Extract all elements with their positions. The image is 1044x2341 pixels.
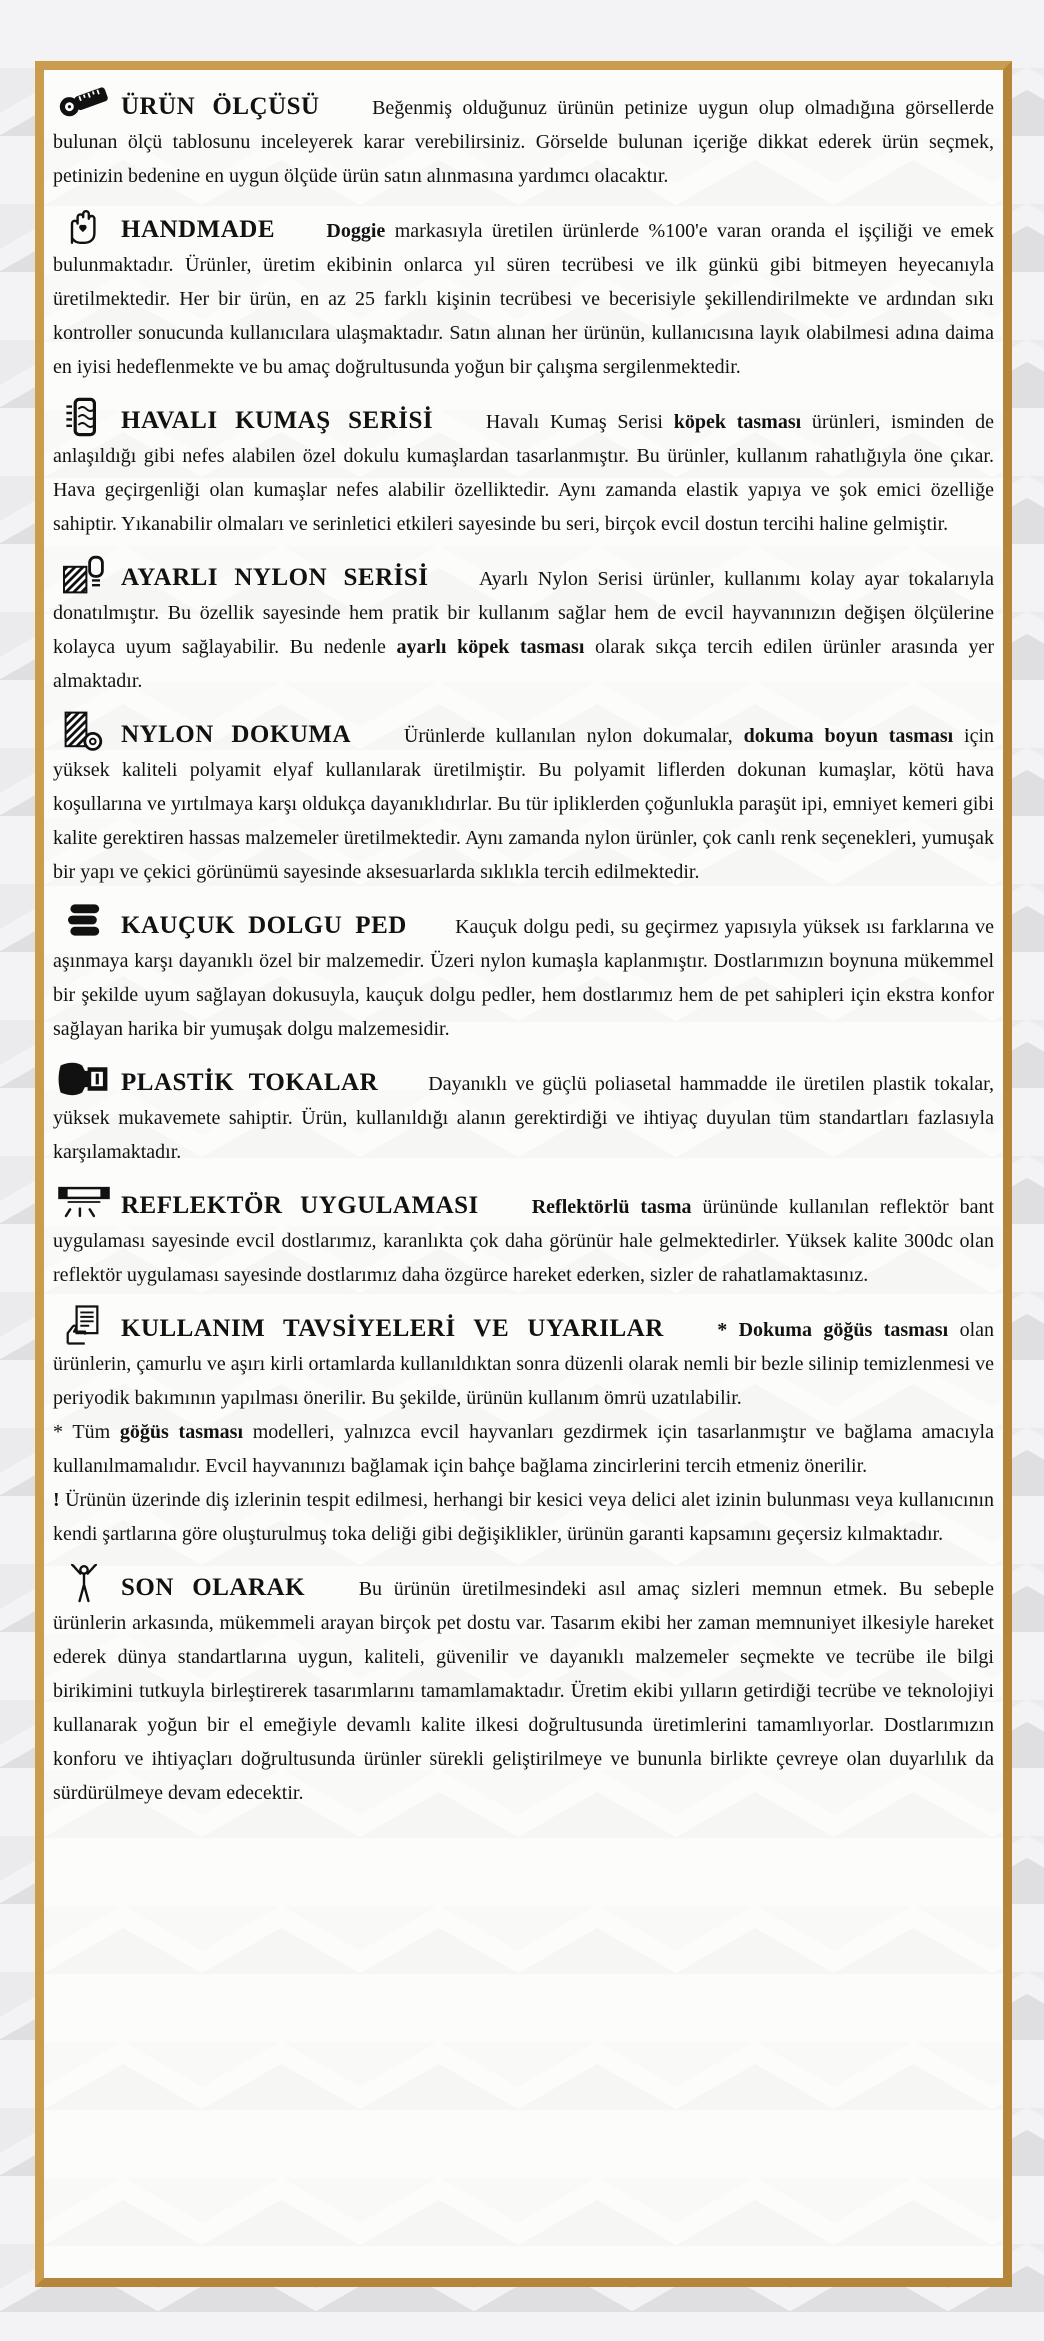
person-celebrating-icon (57, 1564, 111, 1604)
section-title: NYLON DOKUMA (121, 721, 352, 748)
section (53, 397, 994, 541)
body-text: ürünleri, isminden de anlaşıldığı gibi nefes alabilen özel dokulu kumaşlardan tasarlanmıştır. Bu ürünler, kullanım rahatlığıyla öne çıkar. Hava geçirgenliği olan kumaşlar nefes alabilir özelliktedir. Aynı zamanda elastik yapıya ve şok emici özelliğe sahiptir. Yıkanabilir olmaları ve serinletici etkileri sayesinde bu seri, birçok evcil dostun tercihi haline gelmiştir. (53, 411, 994, 535)
body-text: Ayarlı Nylon Serisi ürünler, kullanımı kolay ayar tokalarıyla donatılmıştır. Bu özellik sayesinde hem pratik bir kullanım sağlar hem de evcil hayvanınızın değişen ölçülerine kolayca uyum sağlayabilir. Bu nedenle (53, 568, 994, 658)
section (53, 83, 994, 193)
body-text: Ürünün üzerinde diş izlerinin tespit edilmesi, herhangi bir kesici veya delici alet izinin bulunması veya kullanıcının kendi şartlarına göre oluşturulmuş toka deliği gibi değişiklikler, ürünün garanti kapsamını geçersiz kılmaktadır. (53, 1489, 994, 1545)
section-paragraph (53, 1483, 994, 1551)
body-text: için yüksek kaliteli polyamit elyaf kullanılarak üretilmiştir. Bu polyamit liflerden dokunan kumaşlar, kötü hava koşullarına ve yırtılmaya karşı oldukça dayanıklıdırlar. Bu tür ipliklerden çoğunlukla paraşüt ipi, emniyet kemeri gibi kalite gerektiren hassas malzemeler üretilmektedir. Aynı zamanda nylon ürünler, çok canlı renk seçenekleri, yumuşak bir yapı ve çekici görünümü sayesinde aksesuarlarda sıklıkla tercih edilmektedir. (53, 725, 995, 883)
bold-text: ! (53, 1489, 66, 1511)
section-paragraph (53, 83, 994, 193)
bold-text: köpek tasması (673, 411, 802, 433)
section-paragraph (53, 1305, 994, 1415)
section-paragraph (53, 1059, 994, 1169)
body-text: * Tüm (53, 1421, 120, 1443)
section (53, 1305, 994, 1551)
body-text: Kauçuk dolgu pedi, su geçirmez yapısıyla yüksek ısı farklarına ve aşınmaya karşı dayanıklı özel bir malzemedir. Üzeri nylon kumaşla kaplanmıştır. Dostlarımızın boynuna mükemmel bir şekilde uyum sağlayan dokusuyla, kauçuk dolgu pedler, hem dostlarımız hem de pet sahipleri için ekstra konfor sağlayan harika bir yumuşak dolgu malzemesidir. (53, 916, 994, 1040)
adjustable-buckle-fabric-icon (57, 554, 111, 594)
body-text: Beğenmiş olduğunuz ürünün petinize uygun olup olmadığına görsellerde bulunan ölçü tablosunu inceleyerek karar verebilirsiniz. Görselde bulunan içeriğe dikkat ederek ürün seçmek, petinizin bedenine en uygun ölçüde ürün satın alınmasına yardımcı olacaktır. (53, 97, 994, 187)
section-title: REFLEKTÖR UYGULAMASI (121, 1192, 479, 1219)
section-paragraph (53, 206, 994, 384)
body-text: ürününde kullanılan reflektör bant uygulaması sayesinde evcil dostlarımız, karanlıkta çok daha görünür hale gelmektedirler. Yüksek kalite 300dc olan reflektör uygulaması sayesinde dostlarımız daha özgürce hareket ederken, sizler de rahatlamaktasınız. (53, 1196, 995, 1286)
body-text: modelleri, yalnızca evcil hayvanları gezdirmek için tasarlanmıştır ve bağlama amacıyla kullanılmamalıdır. Evcil hayvanınızı bağlamak için bahçe bağlama zincirlerini tercih etmeniz önerilir. (53, 1421, 994, 1477)
product-description-document (53, 83, 994, 1810)
section-paragraph (53, 554, 994, 698)
section (53, 1564, 994, 1810)
section-title: KAUÇUK DOLGU PED (121, 912, 407, 939)
section-paragraph (53, 1182, 994, 1292)
section-title: HAVALI KUMAŞ SERİSİ (121, 407, 434, 434)
section-title: SON OLARAK (121, 1574, 306, 1601)
handmade-hand-heart-icon (57, 206, 111, 246)
section-title: PLASTİK TOKALAR (121, 1069, 379, 1096)
layered-pad-icon (57, 902, 111, 942)
body-text: Bu ürünün üretilmesindeki asıl amaç sizleri memnun etmek. Bu sebeple ürünlerin arkasında, mükemmeli arayan birçok pet dostu var. Tasarım ekibi her zaman memnuniyet ilkesiyle hareket ederek dünya standartlarına uygun, kaliteli, güvenilir ve dayanıklı malzemeler seçmekte ve tecrübe ile bilgi birikimini tutkuyla birleştirerek tasarımlarını tamamlamaktadır. Üretim ekibi yılların getirdiği tecrübe ve teknolojiyi kullanarak yoğun bir el emeğiyle devamlı kalite ilkesi doğrultusunda üretimlerini tamamlıyorlar. Dostlarımızın konforu ve ihtiyaçları doğrultusunda ürünler sürekli geliştirilmeye ve bununla birlikte çevreye olan duyarlılık da sürdürülmeye devam edecektir. (53, 1578, 994, 1804)
section-title: KULLANIM TAVSİYELERİ VE UYARILAR (121, 1315, 664, 1342)
fabric-roll-icon (57, 711, 111, 751)
section-title: AYARLI NYLON SERİSİ (121, 564, 429, 591)
section (53, 902, 994, 1046)
section-title: HANDMADE (121, 216, 275, 243)
bold-text: göğüs tasması (119, 1421, 243, 1443)
body-text: markasıyla üretilen ürünlerde %100'e varan oranda el işçiliği ve emek bulunmaktadır. Ürünler, üretim ekibinin onlarca yıl süren tecrübesi ve ilk günkü gibi bitmeyen heyecanıyla üretilmektedir. Her bir ürün, en az 25 farklı kişinin tecrübesi ve becerisiyle şekillendirilmekte ve ardından sıkı kontroller sonucunda kullanıcılara ulaşmaktadır. Satın alınan her ürünün, kullanıcısına layık olabilmesi adına daima en iyisi hedeflenmekte ve bu amaç doğrultusunda yoğun bir çalışma sergilenmektedir. (53, 220, 994, 378)
body-text: Dayanıklı ve güçlü poliasetal hammadde ile üretilen plastik tokalar, yüksek mukavemete sahiptir. Ürün, kullanıldığı alanın gerektirdiği ve ihtiyaç duyulan tüm standartları fazlasıyla karşılamaktadır. (53, 1073, 994, 1163)
care-instructions-icon (57, 1305, 111, 1345)
section (53, 206, 994, 384)
section (53, 711, 994, 889)
section-paragraph (53, 1415, 994, 1483)
section-paragraph (53, 397, 994, 541)
bold-text: dokuma boyun tasması (743, 725, 954, 747)
body-text: Ürünlerde kullanılan nylon dokumalar, (403, 725, 744, 747)
section (53, 1059, 994, 1169)
bold-text: Doggie (326, 220, 386, 242)
section-title: ÜRÜN ÖLÇÜSÜ (121, 93, 320, 120)
gold-frame (35, 61, 1012, 2287)
section (53, 554, 994, 698)
bold-text: * Dokuma göğüs tasması (717, 1319, 949, 1341)
section-paragraph (53, 902, 994, 1046)
section-paragraph (53, 711, 994, 889)
section-paragraph (53, 1564, 994, 1810)
sections (53, 83, 994, 1810)
bold-text: ayarlı köpek tasması (396, 636, 585, 658)
buckle-icon (57, 1059, 111, 1099)
reflector-band-icon (57, 1182, 111, 1222)
section (53, 1182, 994, 1292)
measuring-tape-icon (57, 83, 111, 123)
body-text: Havalı Kumaş Serisi (485, 411, 674, 433)
body-text: olan ürünlerin, çamurlu ve aşırı kirli ortamlarda kullanıldıktan sonra düzenli olarak nemli bir bezle silinip temizlenmesi ve periyodik bakımının yapılması önerilir. Bu şekilde, ürünün kullanım ömrü uzatılabilir. (53, 1319, 995, 1409)
body-text: olarak sıkça tercih edilen ürünler arasında yer almaktadır. (53, 636, 994, 692)
breathable-fabric-icon (57, 397, 111, 437)
bold-text: Reflektörlü tasma (531, 1196, 692, 1218)
